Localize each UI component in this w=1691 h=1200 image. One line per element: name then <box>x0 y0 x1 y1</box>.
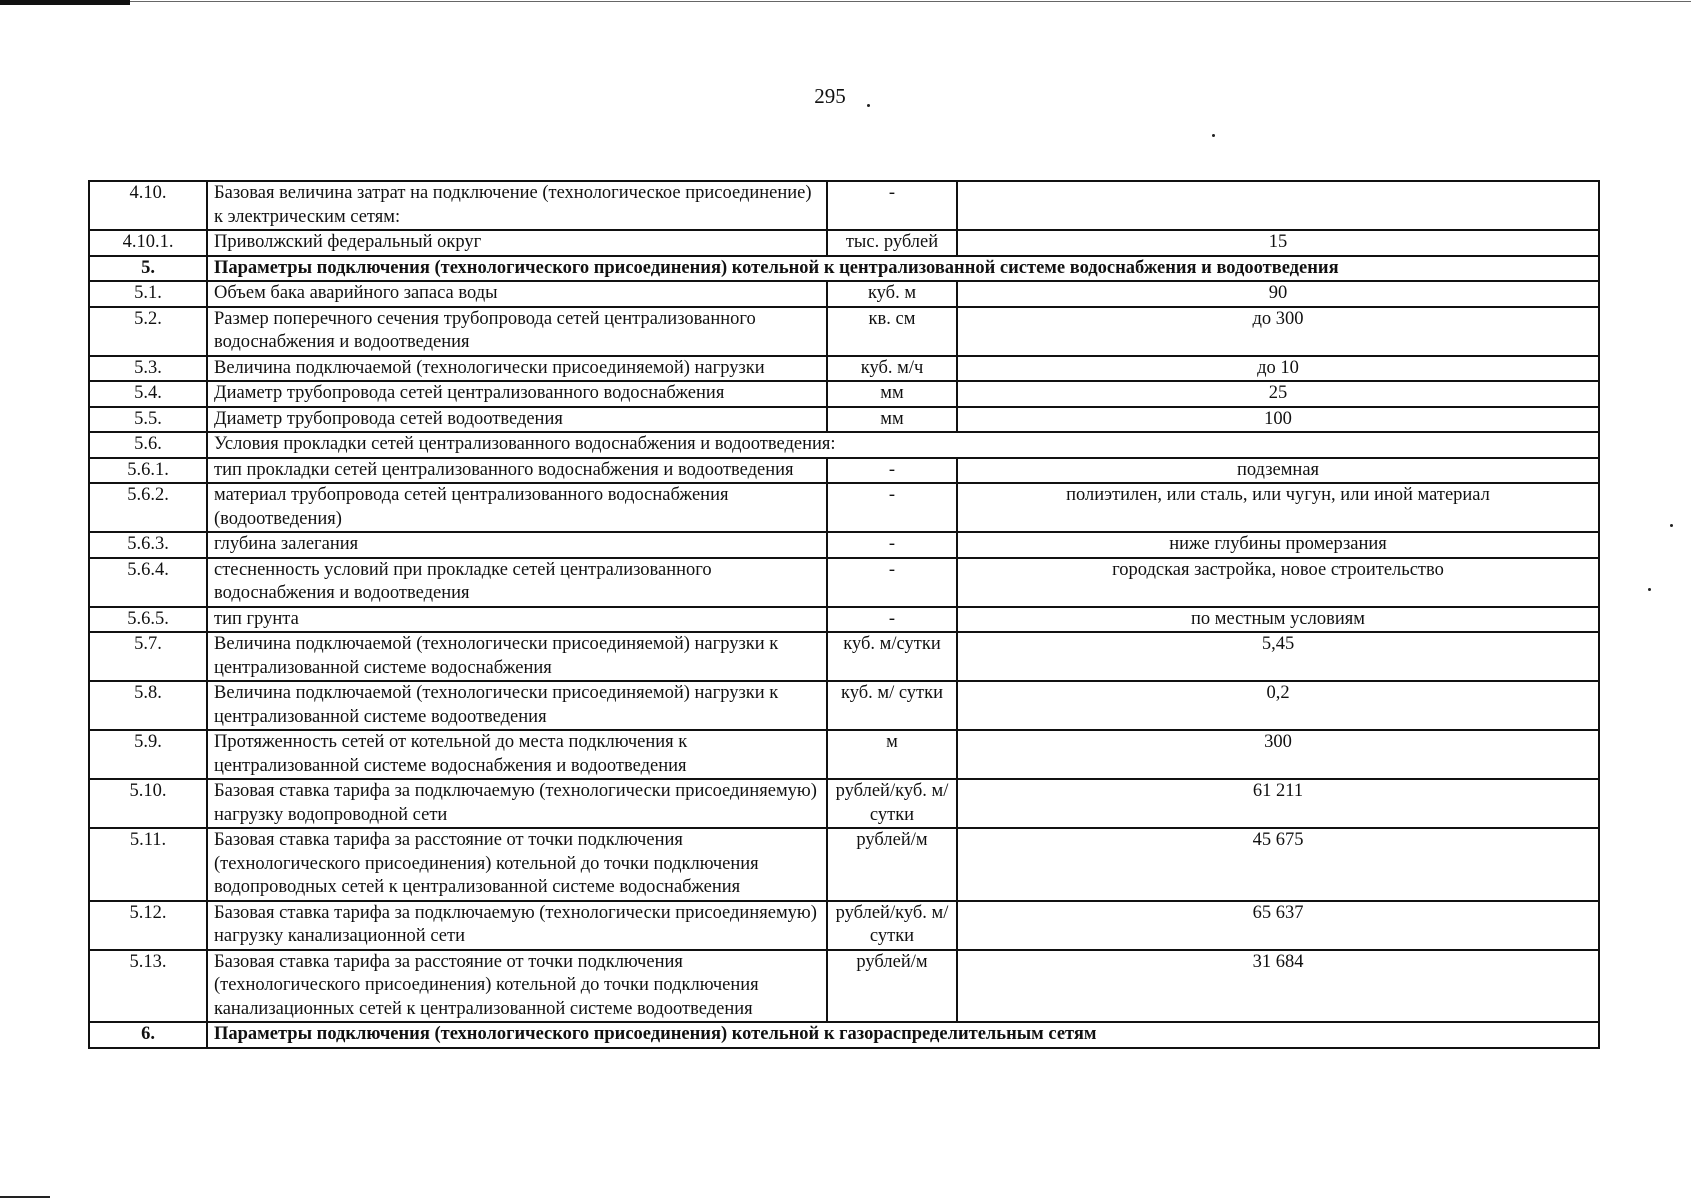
row-unit: - <box>827 458 957 484</box>
table-row <box>89 307 1599 356</box>
table-row <box>89 779 1599 828</box>
table-body <box>89 181 1599 1048</box>
table-row <box>89 681 1599 730</box>
section-heading: Параметры подключения (технологического присоединения) котельной к централизованной системе водоснабжения и водоотведения <box>207 256 1599 282</box>
row-unit: - <box>827 607 957 633</box>
row-description: Величина подключаемой (технологически присоединяемой) нагрузки к централизованной системе водоотведения <box>207 681 827 730</box>
row-unit: - <box>827 483 957 532</box>
row-value: 90 <box>957 281 1599 307</box>
row-number: 5.11. <box>89 828 207 901</box>
row-value: полиэтилен, или сталь, или чугун, или иной материал <box>957 483 1599 532</box>
table-row <box>89 181 1599 230</box>
row-value: 5,45 <box>957 632 1599 681</box>
row-unit: кв. см <box>827 307 957 356</box>
row-number: 5.6. <box>89 432 207 458</box>
row-number: 5.3. <box>89 356 207 382</box>
row-number: 5.4. <box>89 381 207 407</box>
row-value: 31 684 <box>957 950 1599 1023</box>
row-value: до 300 <box>957 307 1599 356</box>
row-description: Базовая величина затрат на подключение (технологическое присоединение) к электрическим сетям: <box>207 181 827 230</box>
row-number: 5.13. <box>89 950 207 1023</box>
table-row <box>89 483 1599 532</box>
row-unit: - <box>827 181 957 230</box>
row-description: Протяженность сетей от котельной до места подключения к централизованной системе водоснабжения и водоотведения <box>207 730 827 779</box>
row-number: 5.6.4. <box>89 558 207 607</box>
section-heading: Параметры подключения (технологического присоединения) котельной к газораспределительным сетям <box>207 1022 1599 1048</box>
row-value <box>957 181 1599 230</box>
table-row <box>89 532 1599 558</box>
table-row <box>89 407 1599 433</box>
row-number: 5.6.3. <box>89 532 207 558</box>
row-description: глубина залегания <box>207 532 827 558</box>
row-unit: мм <box>827 407 957 433</box>
row-value: 0,2 <box>957 681 1599 730</box>
row-number: 5.1. <box>89 281 207 307</box>
row-number: 4.10.1. <box>89 230 207 256</box>
row-unit: куб. м/ сутки <box>827 681 957 730</box>
scan-speck <box>1670 524 1673 527</box>
row-description: Размер поперечного сечения трубопровода сетей централизованного водоснабжения и водоотведения <box>207 307 827 356</box>
parameters-table <box>88 180 1600 1049</box>
scan-edge-mark <box>0 0 130 5</box>
row-unit: куб. м <box>827 281 957 307</box>
table-row <box>89 458 1599 484</box>
row-description: Базовая ставка тарифа за подключаемую (технологически присоединяемую) нагрузку канализационной сети <box>207 901 827 950</box>
table-row <box>89 558 1599 607</box>
row-description: материал трубопровода сетей централизованного водоснабжения (водоотведения) <box>207 483 827 532</box>
row-number: 5.12. <box>89 901 207 950</box>
row-description: Диаметр трубопровода сетей водоотведения <box>207 407 827 433</box>
row-description: стесненность условий при прокладке сетей централизованного водоснабжения и водоотведения <box>207 558 827 607</box>
row-number: 4.10. <box>89 181 207 230</box>
row-number: 5.8. <box>89 681 207 730</box>
row-unit: рублей/м <box>827 828 957 901</box>
table-row <box>89 281 1599 307</box>
scan-bottom-mark <box>0 1196 50 1198</box>
page-number: 295 <box>814 84 846 108</box>
row-description: Диаметр трубопровода сетей централизованного водоснабжения <box>207 381 827 407</box>
row-value: ниже глубины промерзания <box>957 532 1599 558</box>
scan-edge-line <box>130 1 1691 2</box>
table-row <box>89 356 1599 382</box>
row-value: 65 637 <box>957 901 1599 950</box>
row-value: городская застройка, новое строительство <box>957 558 1599 607</box>
row-unit: рублей/куб. м/сутки <box>827 901 957 950</box>
row-value: подземная <box>957 458 1599 484</box>
table-row <box>89 381 1599 407</box>
table-row <box>89 950 1599 1023</box>
row-description: тип грунта <box>207 607 827 633</box>
row-unit: тыс. рублей <box>827 230 957 256</box>
row-value: 25 <box>957 381 1599 407</box>
table-row <box>89 1022 1599 1048</box>
row-number: 5.5. <box>89 407 207 433</box>
scan-speck <box>1212 134 1215 137</box>
row-value: 45 675 <box>957 828 1599 901</box>
row-value: по местным условиям <box>957 607 1599 633</box>
row-description: Базовая ставка тарифа за расстояние от точки подключения (технологического присоединения) котельной до точки подключения канализационных сетей к централизованной системе водоотведения <box>207 950 827 1023</box>
scan-speck <box>867 104 870 107</box>
table-row <box>89 901 1599 950</box>
row-value: 100 <box>957 407 1599 433</box>
row-unit: - <box>827 532 957 558</box>
row-value: 15 <box>957 230 1599 256</box>
row-value: 61 211 <box>957 779 1599 828</box>
table-row <box>89 632 1599 681</box>
row-unit: рублей/м <box>827 950 957 1023</box>
table-row <box>89 230 1599 256</box>
row-description: Базовая ставка тарифа за расстояние от точки подключения (технологического присоединения) котельной до точки подключения водопроводных сетей к централизованной системе водоснабжения <box>207 828 827 901</box>
row-value: 300 <box>957 730 1599 779</box>
row-description: Величина подключаемой (технологически присоединяемой) нагрузки к централизованной системе водоснабжения <box>207 632 827 681</box>
row-description: Приволжский федеральный округ <box>207 230 827 256</box>
row-number: 5.10. <box>89 779 207 828</box>
row-number: 5.6.2. <box>89 483 207 532</box>
row-number: 5.6.1. <box>89 458 207 484</box>
row-number: 5.7. <box>89 632 207 681</box>
row-unit: рублей/куб. м/сутки <box>827 779 957 828</box>
row-value: до 10 <box>957 356 1599 382</box>
row-description: Объем бака аварийного запаса воды <box>207 281 827 307</box>
row-unit: мм <box>827 381 957 407</box>
row-unit: м <box>827 730 957 779</box>
row-number: 5. <box>89 256 207 282</box>
row-description: Базовая ставка тарифа за подключаемую (технологически присоединяемую) нагрузку водопроводной сети <box>207 779 827 828</box>
row-number: 6. <box>89 1022 207 1048</box>
table-row <box>89 607 1599 633</box>
row-unit: куб. м/сутки <box>827 632 957 681</box>
row-unit: - <box>827 558 957 607</box>
row-number: 5.6.5. <box>89 607 207 633</box>
row-description: тип прокладки сетей централизованного водоснабжения и водоотведения <box>207 458 827 484</box>
table-row <box>89 828 1599 901</box>
row-number: 5.2. <box>89 307 207 356</box>
table-row <box>89 730 1599 779</box>
row-unit: куб. м/ч <box>827 356 957 382</box>
row-description: Величина подключаемой (технологически присоединяемой) нагрузки <box>207 356 827 382</box>
table-row <box>89 432 1599 458</box>
table-row <box>89 256 1599 282</box>
scan-speck <box>1648 588 1651 591</box>
row-number: 5.9. <box>89 730 207 779</box>
row-description: Условия прокладки сетей централизованного водоснабжения и водоотведения: <box>207 432 1599 458</box>
